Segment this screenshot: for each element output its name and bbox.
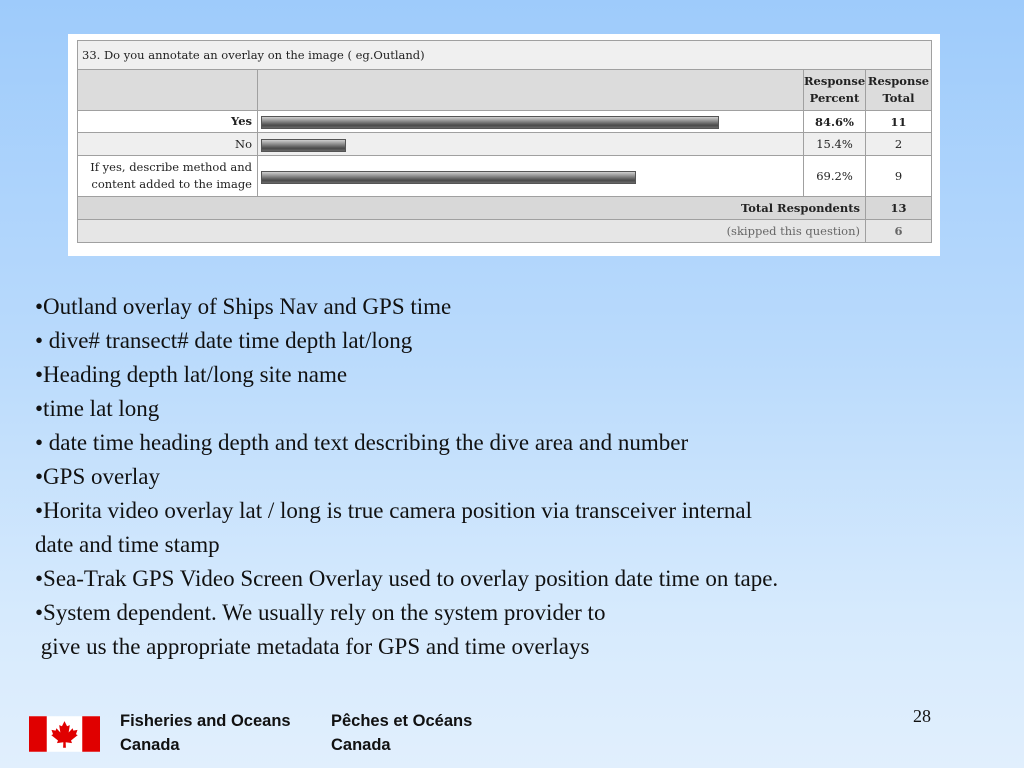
response-total: 9 <box>866 156 932 197</box>
response-bar <box>261 171 636 184</box>
canada-flag-icon <box>29 716 100 752</box>
total-respondents-value: 13 <box>866 197 932 220</box>
response-percent: 69.2% <box>804 156 866 197</box>
page-number: 28 <box>913 706 931 726</box>
total-respondents-label: Total Respondents <box>78 197 866 220</box>
list-item: give us the appropriate metadata for GPS and time overlays <box>35 634 590 659</box>
list-item: •time lat long <box>35 396 160 421</box>
skipped-row <box>78 220 932 243</box>
list-item: date and time stamp <box>35 532 220 557</box>
answer-label: If yes, describe method and content added to the image <box>78 156 258 197</box>
list-item: •Heading depth lat/long site name <box>35 362 348 387</box>
total-respondents-row <box>78 197 932 220</box>
list-item: •Sea-Trak GPS Video Screen Overlay used to overlay position date time on tape. <box>35 566 779 591</box>
list-item: •GPS overlay <box>35 464 160 489</box>
list-item: •Outland overlay of Ships Nav and GPS time <box>35 294 452 319</box>
list-item: • date time heading depth and text describing the dive area and number <box>35 430 689 455</box>
response-total: 11 <box>866 111 932 133</box>
skipped-label: (skipped this question) <box>78 220 866 243</box>
response-total: 2 <box>866 133 932 156</box>
answer-label: Yes <box>78 111 258 133</box>
survey-results-table <box>68 34 940 256</box>
list-item: •Horita video overlay lat / long is true camera position via transceiver internal <box>35 498 752 523</box>
answer-label: No <box>78 133 258 156</box>
response-bar <box>261 139 346 152</box>
list-item: •System dependent. We usually rely on the system provider to <box>35 600 606 625</box>
response-percent: 84.6% <box>804 111 866 133</box>
table-row <box>78 133 932 156</box>
skipped-value: 6 <box>866 220 932 243</box>
list-item: • dive# transect# date time depth lat/long <box>35 328 413 353</box>
department-name-english: Fisheries and Oceans Canada <box>120 712 291 754</box>
department-name-french: Pêches et Océans Canada <box>331 712 473 754</box>
table-row <box>78 111 932 133</box>
bullet-list <box>35 290 995 664</box>
response-bar <box>261 116 719 129</box>
response-percent: 15.4% <box>804 133 866 156</box>
response-total-header: Response Total <box>866 70 932 111</box>
table-row <box>78 156 932 197</box>
survey-question: 33. Do you annotate an overlay on the image ( eg.Outland) <box>78 41 932 70</box>
response-percent-header: Response Percent <box>804 70 866 111</box>
